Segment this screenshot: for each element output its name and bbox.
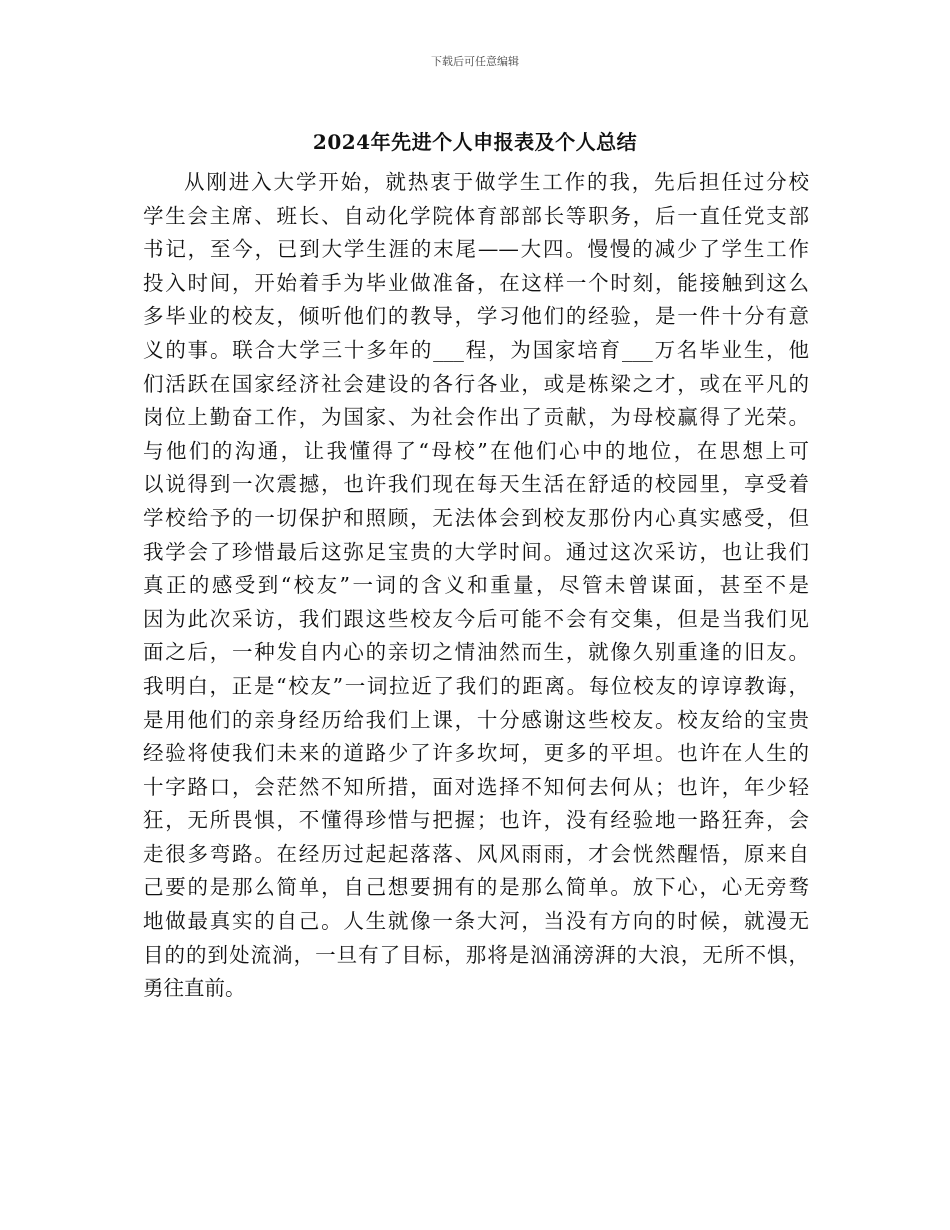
- text-line: 们活跃在国家经济社会建设的各行各业，或是栋梁之才，或在平凡的: [143, 371, 809, 396]
- body-paragraph: [143, 166, 809, 1006]
- text-line: 面之后，一种发自内心的亲切之情油然而生，就像久别重逢的旧友。: [143, 640, 809, 665]
- text-line: 地做最真实的自己。人生就像一条大河，当没有方向的时候，就漫无: [143, 909, 809, 934]
- text-line: 十字路口，会茫然不知所措，面对选择不知何去何从；也许，年少轻: [143, 774, 809, 799]
- text-line: 己要的是那么简单，自己想要拥有的是那么简单。放下心，心无旁骛: [143, 875, 809, 900]
- text-line: 勇往直前。: [143, 976, 246, 1001]
- text-line: 义的事。联合大学三十多年的___程，为国家培育___万名毕业生，他: [143, 337, 809, 362]
- text-line: 投入时间，开始着手为毕业做准备，在这样一个时刻，能接触到这么: [143, 270, 809, 295]
- header-note: 下载后可任意编辑: [431, 55, 519, 68]
- text-line: 我明白，正是“校友”一词拉近了我们的距离。每位校友的谆谆教诲，: [143, 673, 809, 698]
- text-line: 与他们的沟通，让我懂得了“母校”在他们心中的地位，在思想上可: [143, 438, 809, 463]
- text-line: 是用他们的亲身经历给我们上课，十分感谢这些校友。校友给的宝贵: [143, 707, 809, 732]
- text-line: 狂，无所畏惧，不懂得珍惜与把握；也许，没有经验地一路狂奔，会: [143, 808, 809, 833]
- text-line: 目的的到处流淌，一旦有了目标，那将是汹涌滂湃的大浪，无所不惧，: [143, 942, 809, 967]
- text-line: 从刚进入大学开始，就热衷于做学生工作的我，先后担任过分校: [184, 170, 809, 194]
- text-line: 因为此次采访，我们跟这些校友今后可能不会有交集，但是当我们见: [143, 606, 809, 631]
- page-title: 2024年先进个人申报表及个人总结: [312, 130, 638, 154]
- text-line: 以说得到一次震撼，也许我们现在每天生活在舒适的校园里，享受着: [143, 472, 809, 497]
- text-line: 经验将使我们未来的道路少了许多坎坷，更多的平坦。也许在人生的: [143, 741, 809, 766]
- text-line: 岗位上勤奋工作，为国家、为社会作出了贡献，为母校赢得了光荣。: [143, 405, 809, 430]
- text-line: 真正的感受到“校友”一词的含义和重量，尽管未曾谋面，甚至不是: [143, 573, 809, 598]
- text-line: 我学会了珍惜最后这弥足宝贵的大学时间。通过这次采访，也让我们: [143, 539, 809, 564]
- text-line: 学生会主席、班长、自动化学院体育部部长等职务，后一直任党支部: [143, 203, 809, 228]
- text-line: 多毕业的校友，倾听他们的教导，学习他们的经验，是一件十分有意: [143, 304, 809, 329]
- text-line: 走很多弯路。在经历过起起落落、风风雨雨，才会恍然醒悟，原来自: [143, 841, 809, 866]
- text-line: 学校给予的一切保护和照顾，无法体会到校友那份内心真实感受，但: [143, 505, 809, 530]
- text-line: 书记，至今，已到大学生涯的末尾——大四。慢慢的减少了学生工作: [143, 237, 809, 262]
